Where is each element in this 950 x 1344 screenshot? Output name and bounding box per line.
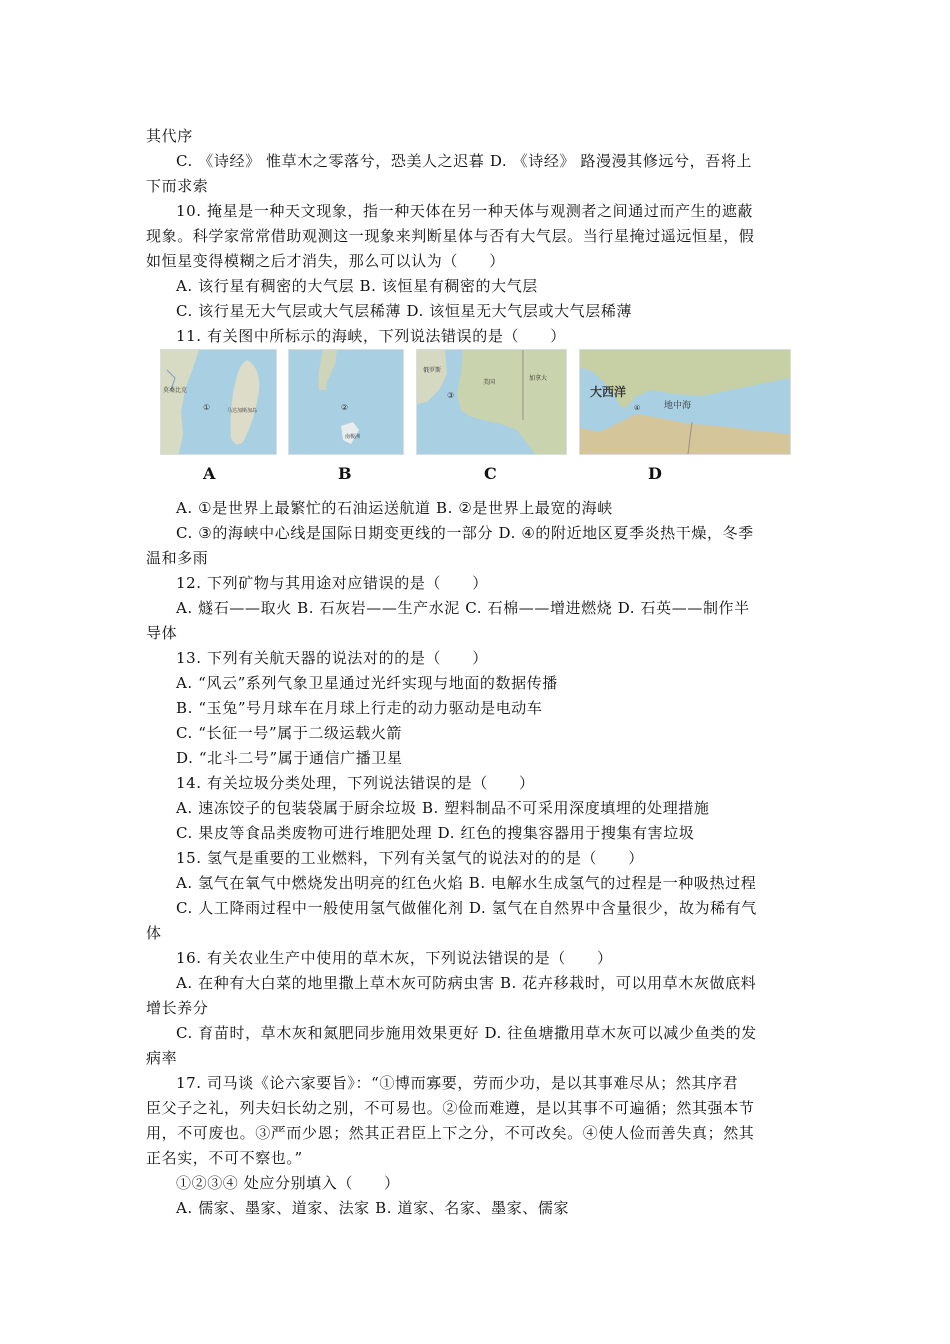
strait-marker: ① <box>203 403 211 412</box>
option-line: A. 氢气在氧气中燃烧发出明亮的红色火焰 B. 电解水生成氢气的过程是一种吸热过程 <box>176 874 757 892</box>
map-label: 莫桑比克 <box>163 387 188 394</box>
option-line: B. “玉兔”号月球车在月球上行走的动力驱动是电动车 <box>176 699 543 717</box>
question-12: 12. 下列矿物与其用途对应错误的是（ ） <box>176 574 488 592</box>
option-line: A. 速冻饺子的包装袋属于厨余垃圾 B. 塑料制品不可采用深度填埋的处理措施 <box>176 799 710 817</box>
map-label: 地中海 <box>664 401 692 411</box>
map-label: 加拿大 <box>529 375 548 382</box>
map-c-bering-strait <box>416 349 567 455</box>
option-line: C. 人工降雨过程中一般使用氢气做催化剂 D. 氢气在自然界中含量很少，故为稀有气 <box>176 899 757 917</box>
map-label: 马达加斯加岛 <box>227 408 258 414</box>
text-line: C. 《诗经》 惟草木之零落兮，恐美人之迟暮 D. 《诗经》 路漫漫其修远兮，吾将上 <box>176 152 753 170</box>
option-line: C. 果皮等食品类废物可进行堆肥处理 D. 红色的搜集容器用于搜集有害垃圾 <box>176 824 695 842</box>
option-line: A. ①是世界上最繁忙的石油运送航道 B. ②是世界上最宽的海峡 <box>176 499 613 517</box>
map-caption-a: A <box>203 464 216 483</box>
question-13: 13. 下列有关航天器的说法对的的是（ ） <box>176 649 488 667</box>
question-16: 16. 有关农业生产中使用的草木灰，下列说法错误的是（ ） <box>176 949 613 967</box>
text-line: 现象。科学家常常借助观测这一现象来判断星体与否有大气层。当行星掩过遥远恒星，假 <box>146 227 755 245</box>
option-line: D. “北斗二号”属于通信广播卫星 <box>176 749 403 767</box>
option-line: A. 该行星有稠密的大气层 B. 该恒星有稠密的大气层 <box>176 277 538 295</box>
strait-marker: ④ <box>634 404 641 412</box>
map-caption-b: B <box>338 464 352 483</box>
strait-marker: ③ <box>447 391 455 400</box>
option-line: A. 儒家、墨家、道家、法家 B. 道家、名家、墨家、儒家 <box>176 1199 570 1217</box>
question-10: 10. 掩星是一种天文现象，指一种天体在另一种天体与观测者之间通过而产生的遮蔽 <box>176 202 754 220</box>
option-line: C. ③的海峡中心线是国际日期变更线的一部分 D. ④的附近地区夏季炎热干燥，冬季 <box>176 524 754 542</box>
option-line: A. 燧石——取火 B. 石灰岩——生产水泥 C. 石棉——增进燃烧 D. 石英——制作半 <box>176 599 750 617</box>
question-11: 11. 有关图中所标示的海峡，下列说法错误的是（ ） <box>176 327 566 345</box>
map-d-gibraltar-strait <box>579 349 791 455</box>
question-15: 15. 氢气是重要的工业燃料，下列有关氢气的说法对的的是（ ） <box>176 849 644 867</box>
text-line: 导体 <box>146 624 178 642</box>
text-line: 温和多雨 <box>146 549 209 567</box>
option-line: C. 育苗时，草木灰和氮肥同步施用效果更好 D. 往鱼塘撒用草木灰可以减少鱼类的发 <box>176 1024 757 1042</box>
map-label: 美国 <box>483 379 496 386</box>
option-line: C. 该行星无大气层或大气层稀薄 D. 该恒星无大气层或大气层稀薄 <box>176 302 633 320</box>
text-line: 如恒星变得模糊之后才消失，那么可以认为（ ） <box>146 252 505 270</box>
map-label: 俄罗斯 <box>423 367 442 374</box>
text-line: 增长养分 <box>146 999 209 1017</box>
map-label: 南极洲 <box>345 434 361 440</box>
text-line: 正名实，不可不察也。” <box>146 1149 303 1167</box>
question-17: 17. 司马谈《论六家要旨》：“①博而寡要，劳而少功，是以其事难尽从；然其序君 <box>176 1074 739 1092</box>
text-line: 病率 <box>146 1049 178 1067</box>
option-line: C. “长征一号”属于二级运载火箭 <box>176 724 403 742</box>
strait-marker: ② <box>341 403 349 412</box>
map-a-mozambique-channel <box>160 349 277 455</box>
text-line: 下而求索 <box>146 177 209 195</box>
text-line: 体 <box>146 924 162 942</box>
text-line: 臣父子之礼，列夫妇长幼之别，不可易也。②俭而难遵，是以其事不可遍循；然其强本节 <box>146 1099 755 1117</box>
text-line: 用，不可废也。③严而少恩；然其正君臣上下之分，不可改矣。④使人俭而善失真；然其 <box>146 1124 755 1142</box>
map-caption-c: C <box>484 464 497 483</box>
question-14: 14. 有关垃圾分类处理，下列说法错误的是（ ） <box>176 774 535 792</box>
text-line: 其代序 <box>146 127 193 145</box>
option-line: A. “风云”系列气象卫星通过光纤实现与地面的数据传播 <box>176 674 558 692</box>
map-b-drake-passage <box>288 349 404 455</box>
text-line: ①②③④ 处应分别填入（ ） <box>176 1174 400 1192</box>
option-line: A. 在种有大白菜的地里撒上草木灰可防病虫害 B. 花卉移栽时，可以用草木灰做底料 <box>176 974 757 992</box>
map-caption-d: D <box>648 464 662 483</box>
map-label: 大西洋 <box>590 385 627 399</box>
